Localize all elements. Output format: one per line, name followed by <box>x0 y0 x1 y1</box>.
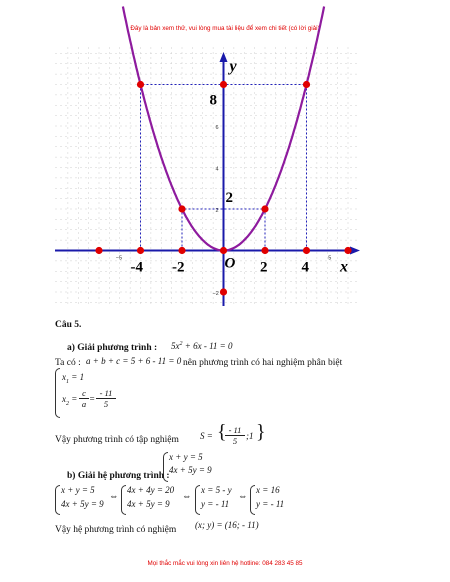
axis-value-label: -4 <box>130 259 143 276</box>
final-answer-text: Vậy hệ phương trình có nghiệm <box>55 525 177 535</box>
part-b-label: b) Giải hệ phương trình : <box>67 471 170 481</box>
solution-set-text: Vậy phương trình có tập nghiệm <box>55 435 179 445</box>
bottom-banner: Mọi thắc mắc vui lòng xin liên hệ hotline: 084 283 45 85 <box>147 560 303 567</box>
tick-label: 5 <box>328 255 332 262</box>
axis-value-label: O <box>224 255 236 272</box>
x-axis-label: x <box>340 258 348 276</box>
graph-point <box>261 247 268 254</box>
graph-point <box>178 205 185 212</box>
axis-value-label: 8 <box>209 92 217 109</box>
equiv-2: ⇔ <box>182 492 192 502</box>
tick-label: 6 <box>215 125 219 131</box>
top-banner: Đây là bản xem thử, vui lòng mua tài liệu để xem chi tiết (có lời giải) <box>130 25 320 32</box>
step2-line-2: 4x + 5y = 9 <box>127 499 170 509</box>
solution-set-rest: ;1 <box>246 431 254 441</box>
axis-value-label: 4 <box>301 259 309 276</box>
step4-brace <box>250 485 255 515</box>
tick-label: 4 <box>215 166 219 173</box>
step2-line-1: 4x + 4y = 20 <box>127 485 175 495</box>
step3-line-1: x = 5 - y <box>201 485 232 495</box>
equiv-1: ⇔ <box>109 492 119 502</box>
root-x2: $x_2$ = <box>62 394 78 407</box>
two-roots-conclusion: nên phương trình có hai nghiệm phân biệt <box>183 358 343 368</box>
graph-point <box>261 205 268 212</box>
part-a-label: a) Giải phương trình : <box>67 343 158 353</box>
tick-label: −2 <box>212 291 219 297</box>
graph-point <box>95 247 102 254</box>
system-line-2: 4x + 5y = 9 <box>169 465 212 475</box>
final-answer-value: (x; y) = (16; - 11) <box>195 520 259 530</box>
step1-brace <box>55 485 60 515</box>
equiv-3: ⇔ <box>238 492 248 502</box>
axis-value-label: 2 <box>260 259 268 276</box>
y-axis-label: y <box>229 58 237 75</box>
axis-value-label: -2 <box>172 259 185 276</box>
step1-line-1: x + y = 5 <box>61 485 95 495</box>
solution-set-S: S = <box>200 431 213 441</box>
graph-point <box>303 81 310 88</box>
system-line-1: x + y = 5 <box>169 452 203 462</box>
coefficient-sum: a + b + c = 5 + 6 - 11 = 0 <box>86 356 182 366</box>
graph-point <box>178 247 185 254</box>
root-x2-eq: = <box>89 394 96 404</box>
roots-brace <box>55 368 60 418</box>
part-a-equation: $5x^2 + 6x - 11 = 0$ <box>171 341 233 351</box>
graph-point <box>220 247 227 254</box>
graph-point <box>220 288 227 295</box>
solution-set-fraction: $\frac{- 11}{5}$ <box>225 425 245 446</box>
graph-point <box>137 247 144 254</box>
step4-line-2: y = - 11 <box>256 499 285 509</box>
ta-co-label: Ta có : <box>55 358 81 368</box>
step4-line-1: x = 16 <box>256 485 280 495</box>
question-number: Câu 5. <box>55 320 82 330</box>
graph-point <box>303 247 310 254</box>
step3-brace <box>195 485 200 515</box>
step2-brace <box>121 485 126 515</box>
step3-line-2: y = - 11 <box>201 499 230 509</box>
root-x2-value: $\frac{- 11}{5}$ <box>96 388 116 409</box>
graph-point <box>344 247 351 254</box>
graph-point <box>137 81 144 88</box>
c-over-a: $\frac{c}{a}$ <box>79 388 89 409</box>
root-x1: $x_1 = 1$ <box>62 372 85 385</box>
solution-set-close: } <box>256 421 266 443</box>
tick-label: −5 <box>115 255 123 262</box>
solution-set-open: { <box>217 421 227 443</box>
graph-point <box>220 81 227 88</box>
tick-label: 2 <box>215 208 219 214</box>
step1-line-2: 4x + 5y = 9 <box>61 499 104 509</box>
axis-value-label: 2 <box>225 190 233 206</box>
